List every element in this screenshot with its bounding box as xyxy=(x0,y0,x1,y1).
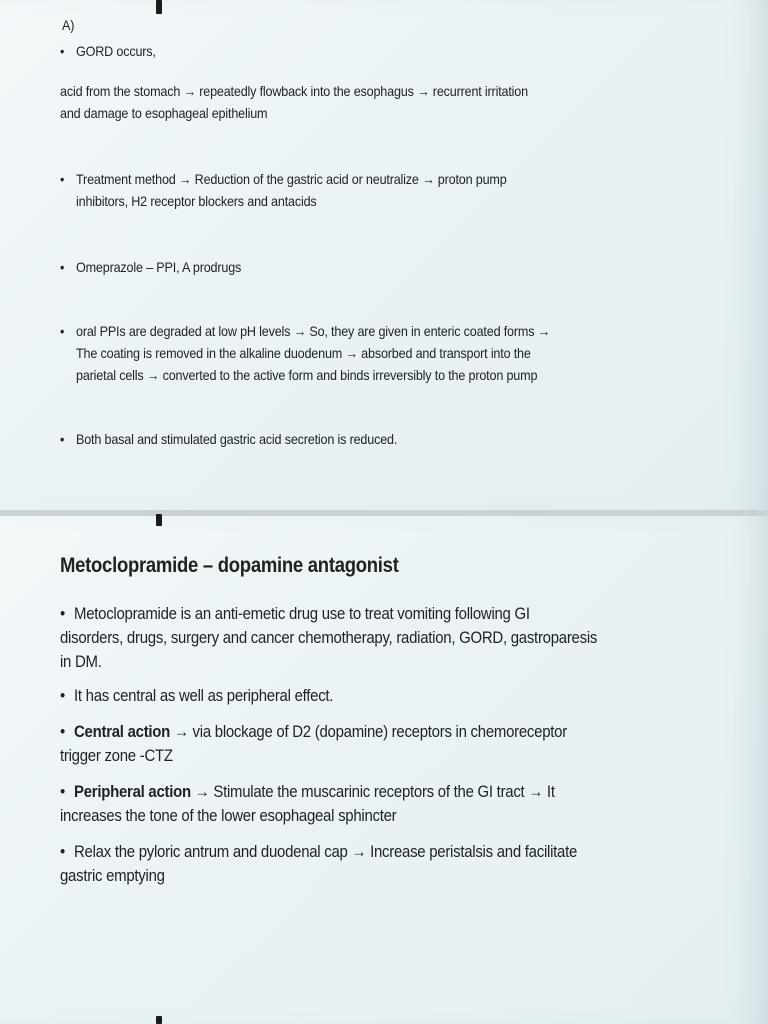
peripheral-action-label: Peripheral action xyxy=(74,782,191,801)
bullet: • xyxy=(60,171,65,187)
omeprazole-line: Omeprazole – PPI, A prodrugs xyxy=(76,259,242,275)
bullet: • xyxy=(60,842,65,861)
peripheral-action-text: → Stimulate the muscarinic receptors of the GI tract → It xyxy=(190,782,555,801)
binder-mark-top xyxy=(156,0,162,14)
ppi-line-3: parietal cells → converted to the active form and binds irreversibly to the proton pump xyxy=(76,367,538,383)
gord-line-1: acid from the stomach → repeatedly flowback into the esophagus → recurrent irritation xyxy=(60,83,528,99)
relax-line-2: gastric emptying xyxy=(60,866,165,885)
effect-line: It has central as well as peripheral effect. xyxy=(74,686,334,705)
bullet: • xyxy=(60,323,65,339)
bullet: • xyxy=(60,782,65,801)
slide-2 xyxy=(0,516,768,1024)
central-action-line-2: trigger zone -CTZ xyxy=(60,746,173,765)
acid-secretion-line: Both basal and stimulated gastric acid secretion is reduced. xyxy=(76,431,398,447)
peripheral-action-line-2: increases the tone of the lower esophageal sphincter xyxy=(60,806,397,825)
metoclopramide-line-2: disorders, drugs, surgery and cancer chemotherapy, radiation, GORD, gastroparesis xyxy=(60,628,598,647)
ppi-line-1: oral PPIs are degraded at low pH levels → So, they are given in enteric coated forms → xyxy=(76,323,551,339)
central-action-label: Central action xyxy=(74,722,171,741)
bullet: • xyxy=(60,259,65,275)
ppi-line-2: The coating is removed in the alkaline duodenum → absorbed and transport into the xyxy=(76,345,531,361)
treatment-line-1: Treatment method → Reduction of the gastric acid or neutralize → proton pump xyxy=(76,171,507,187)
slide-1 xyxy=(0,0,768,510)
peripheral-action-line-1 xyxy=(74,780,555,804)
gord-line-2: and damage to esophageal epithelium xyxy=(60,105,268,121)
treatment-line-2: inhibitors, H2 receptor blockers and antacids xyxy=(76,193,317,209)
bullet: • xyxy=(60,604,65,623)
slide-2-title: Metoclopramide – dopamine antagonist xyxy=(60,554,399,577)
metoclopramide-line-3: in DM. xyxy=(60,652,102,671)
metoclopramide-line-1: Metoclopramide is an anti-emetic drug use to treat vomiting following GI xyxy=(74,604,530,623)
relax-line-1: Relax the pyloric antrum and duodenal cap → Increase peristalsis and facilitate xyxy=(74,842,578,861)
binder-mark-middle xyxy=(156,514,162,526)
central-action-line-1 xyxy=(74,720,567,744)
bullet: • xyxy=(60,686,65,705)
bullet: • xyxy=(60,431,65,447)
slide-1-heading: A) xyxy=(62,17,75,33)
bullet: • xyxy=(60,43,65,59)
binder-mark-bottom xyxy=(156,1016,162,1024)
gord-occurs: GORD occurs, xyxy=(76,43,156,59)
central-action-text: → via blockage of D2 (dopamine) receptors in chemoreceptor xyxy=(170,722,567,741)
bullet: • xyxy=(60,722,65,741)
